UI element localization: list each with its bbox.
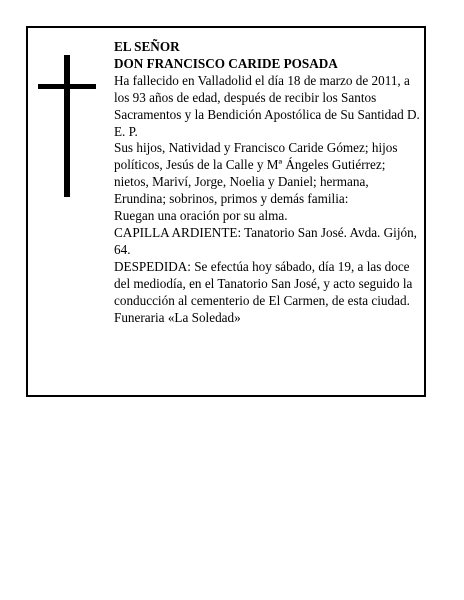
death-announcement: Ha fallecido en Valladolid el día 18 de marzo de 2011, a los 93 años de edad, después de recibir los Santos Sacramentos y la Bendición Apostólica de Su Santidad D. E. P. bbox=[114, 72, 420, 139]
funeral-home: Funeraria «La Soledad» bbox=[114, 309, 241, 325]
deceased-name: DON FRANCISCO CARIDE POSADA bbox=[114, 55, 338, 71]
chapel-info: CAPILLA ARDIENTE: Tanatorio San José. Avda. Gijón, 64. bbox=[114, 224, 417, 257]
cross-icon bbox=[38, 55, 96, 197]
cross-horizontal-bar bbox=[38, 84, 96, 89]
obituary-text bbox=[114, 39, 420, 326]
cross-vertical-bar bbox=[64, 55, 70, 197]
title-honorific: EL SEÑOR bbox=[114, 39, 180, 54]
farewell-info: DESPEDIDA: Se efectúa hoy sábado, día 19, a las doce del mediodía, en el Tanatorio San José, y acto seguido la conducción al cementerio de El Carmen, de esta ciudad. bbox=[114, 258, 413, 308]
family-list: Sus hijos, Natividad y Francisco Caride Gómez; hijos políticos, Jesús de la Calle y Mª Ángeles Gutiérrez; nietos, Mariví, Jorge, Noelia y Daniel; hermana, Erundina; sobrinos, primos y demás familia: bbox=[114, 140, 398, 207]
prayer-request: Ruegan una oración por su alma. bbox=[114, 208, 288, 224]
